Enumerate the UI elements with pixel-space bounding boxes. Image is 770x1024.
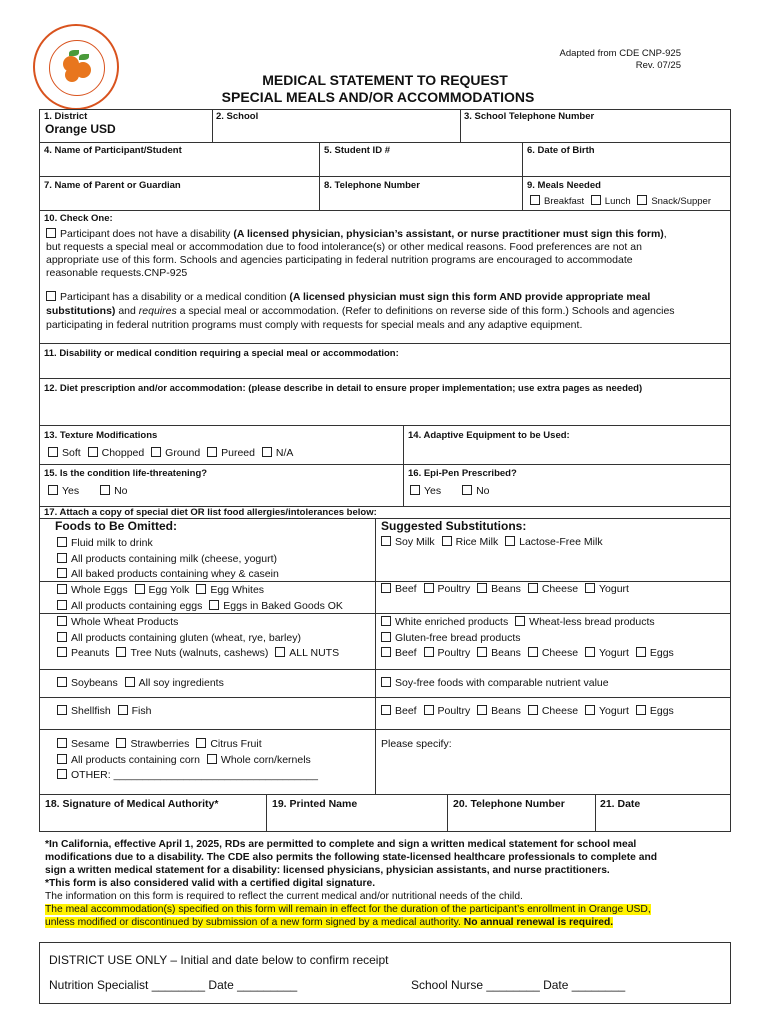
whole-corn-checkbox[interactable] bbox=[207, 754, 217, 764]
soybeans-checkbox[interactable] bbox=[57, 677, 67, 687]
no-renewal-notice: No annual renewal is required. bbox=[463, 917, 614, 928]
soy-milk-checkbox[interactable] bbox=[381, 536, 391, 546]
dob-label: 6. Date of Birth bbox=[527, 145, 595, 156]
strawberries-checkbox[interactable] bbox=[116, 738, 126, 748]
school-nurse-line[interactable]: School Nurse ________ Date ________ bbox=[411, 978, 626, 992]
fish-eggs-checkbox[interactable] bbox=[636, 705, 646, 715]
disability-label: 11. Disability or medical condition requiring a special meal or accommodation: bbox=[44, 348, 399, 359]
signature-label: 18. Signature of Medical Authority* bbox=[45, 798, 219, 810]
foods-omitted-header: Foods to Be Omitted: bbox=[55, 519, 177, 533]
allergies-label: 17. Attach a copy of special diet OR list food allergies/intolerances below: bbox=[44, 507, 377, 518]
check-one-option2: Participant has a disability or a medical condition (A licensed physician must sign this form AND provide appropriate meal substitutions) and requires a special meal or accommodation. (Refer to definitions on reverse side of this form.) Schools and agencies participating in federal nutrition programs must comply with requests for special meals and any adaptive equipment. bbox=[46, 291, 675, 331]
has-disability-checkbox[interactable] bbox=[46, 291, 56, 301]
subs-shellfish-group: Beef Poultry Beans Cheese Yogurt Eggs bbox=[381, 705, 674, 717]
district-use-box bbox=[39, 942, 731, 1004]
eggs-products-checkbox[interactable] bbox=[57, 600, 67, 610]
fish-yogurt-checkbox[interactable] bbox=[585, 705, 595, 715]
beans-checkbox[interactable] bbox=[477, 583, 487, 593]
nuts-poultry-checkbox[interactable] bbox=[424, 647, 434, 657]
substitutions-header: Suggested Substitutions: bbox=[381, 519, 527, 533]
lunch-checkbox[interactable] bbox=[591, 195, 601, 205]
soy-free-checkbox[interactable] bbox=[381, 677, 391, 687]
effect-notice-line2: unless modified or discontinued by submission of a new form signed by a medical authority. bbox=[45, 917, 464, 928]
egg-whites-checkbox[interactable] bbox=[196, 584, 206, 594]
epipen-label: 16. Epi-Pen Prescribed? bbox=[408, 468, 517, 479]
fish-beef-checkbox[interactable] bbox=[381, 705, 391, 715]
life-threatening-yes-checkbox[interactable] bbox=[48, 485, 58, 495]
snack-supper-checkbox[interactable] bbox=[637, 195, 647, 205]
gluten-checkbox[interactable] bbox=[57, 632, 67, 642]
telephone-label: 8. Telephone Number bbox=[324, 180, 420, 191]
wheatless-checkbox[interactable] bbox=[515, 616, 525, 626]
whole-eggs-checkbox[interactable] bbox=[57, 584, 67, 594]
nuts-eggs-checkbox[interactable] bbox=[636, 647, 646, 657]
fish-cheese-checkbox[interactable] bbox=[528, 705, 538, 715]
nutrition-specialist-line[interactable]: Nutrition Specialist ________ Date _________ bbox=[49, 978, 298, 992]
tree-nuts-checkbox[interactable] bbox=[116, 647, 126, 657]
fish-checkbox[interactable] bbox=[118, 705, 128, 715]
school-label: 2. School bbox=[216, 111, 259, 122]
pureed-checkbox[interactable] bbox=[207, 447, 217, 457]
epipen-yes-checkbox[interactable] bbox=[410, 485, 420, 495]
shellfish-checkbox[interactable] bbox=[57, 705, 67, 715]
no-disability-checkbox[interactable] bbox=[46, 228, 56, 238]
rice-milk-checkbox[interactable] bbox=[442, 536, 452, 546]
form-title: MEDICAL STATEMENT TO REQUEST SPECIAL MEALS AND/OR ACCOMMODATIONS bbox=[221, 72, 535, 105]
eggs-baked-checkbox[interactable] bbox=[209, 600, 219, 610]
please-specify: Please specify: bbox=[381, 738, 452, 750]
life-threatening-options: Yes No bbox=[48, 485, 128, 497]
form-version bbox=[560, 48, 681, 72]
subs-eggs-group: Beef Poultry Beans Cheese Yogurt bbox=[381, 583, 629, 595]
na-checkbox[interactable] bbox=[262, 447, 272, 457]
lactose-free-milk-checkbox[interactable] bbox=[505, 536, 515, 546]
parent-name-label: 7. Name of Parent or Guardian bbox=[44, 180, 181, 191]
meals-needed-label: 9. Meals Needed bbox=[527, 180, 601, 191]
nuts-beef-checkbox[interactable] bbox=[381, 647, 391, 657]
all-nuts-checkbox[interactable] bbox=[275, 647, 285, 657]
fish-poultry-checkbox[interactable] bbox=[424, 705, 434, 715]
subs-soy-group: Soy-free foods with comparable nutrient value bbox=[381, 677, 609, 689]
district-label: 1. District bbox=[44, 111, 88, 122]
whole-wheat-checkbox[interactable] bbox=[57, 616, 67, 626]
gluten-free-checkbox[interactable] bbox=[381, 632, 391, 642]
other-checkbox[interactable] bbox=[57, 769, 67, 779]
poultry-checkbox[interactable] bbox=[424, 583, 434, 593]
corn-checkbox[interactable] bbox=[57, 754, 67, 764]
life-threatening-no-checkbox[interactable] bbox=[100, 485, 110, 495]
yogurt-checkbox[interactable] bbox=[585, 583, 595, 593]
effect-notice-line1: The meal accommodation(s) specified on this form will remain in effect for the duration of the participant’s enrollment in Orange USD, bbox=[45, 904, 651, 915]
omit-milk-group: Fluid milk to drink All products containing milk (cheese, yogurt) All baked products containing whey & casein bbox=[57, 536, 279, 583]
fish-beans-checkbox[interactable] bbox=[477, 705, 487, 715]
school-phone-label: 3. School Telephone Number bbox=[464, 111, 595, 122]
texture-label: 13. Texture Modifications bbox=[44, 430, 158, 441]
notes: *In California, effective April 1, 2025, RDs are permitted to complete and sign a written medical statement for school meal modifications due to a disability. The CDE also permits the following state-licensed healthcare professionals to complete and sign a written medical statement for a disability: licensed physicians, physician assistants, and nurse practitioners. *This form is also considered valid with a certified digital signature. The information on this form is required to reflect the current medical and/or nutritional needs of the child. The meal accommodation(s) specified on this form will remain in effect for the duration of the participant’s enrollment in Orange USD, unless modified or discontinued by submission of a new form signed by a medical authority. No annual renewal is required. bbox=[45, 839, 658, 928]
adaptive-equipment-label: 14. Adaptive Equipment to be Used: bbox=[408, 430, 570, 441]
white-enriched-checkbox[interactable] bbox=[381, 616, 391, 626]
district-value[interactable]: Orange USD bbox=[45, 122, 116, 136]
student-id-label: 5. Student ID # bbox=[324, 145, 390, 156]
omit-eggs-group: Whole Eggs Egg Yolk Egg Whites All products containing eggs Eggs in Baked Goods OK bbox=[57, 583, 343, 614]
soy-ingredients-checkbox[interactable] bbox=[125, 677, 135, 687]
chopped-checkbox[interactable] bbox=[88, 447, 98, 457]
ground-checkbox[interactable] bbox=[151, 447, 161, 457]
omit-soy-group: Soybeans All soy ingredients bbox=[57, 677, 224, 689]
peanuts-checkbox[interactable] bbox=[57, 647, 67, 657]
district-use-title: DISTRICT USE ONLY – Initial and date below to confirm receipt bbox=[49, 953, 389, 967]
fluid-milk-checkbox[interactable] bbox=[57, 537, 67, 547]
omit-wheat-nuts-group: Whole Wheat Products All products containing gluten (wheat, rye, barley) Peanuts Tree Nuts (walnuts, cashews) ALL NUTS bbox=[57, 615, 339, 662]
epipen-no-checkbox[interactable] bbox=[462, 485, 472, 495]
meals-options: Breakfast Lunch Snack/Supper bbox=[530, 195, 711, 207]
egg-yolk-checkbox[interactable] bbox=[135, 584, 145, 594]
diet-prescription-label: 12. Diet prescription and/or accommodation: (please describe in detail to ensure proper implementation; use extra pages as needed) bbox=[44, 383, 643, 394]
citrus-checkbox[interactable] bbox=[196, 738, 206, 748]
life-threatening-label: 15. Is the condition life-threatening? bbox=[44, 468, 208, 479]
adapted-from-text: Adapted from CDE CNP-925 bbox=[559, 48, 681, 59]
subs-wheat-nuts-group: White enriched products Wheat-less bread products Gluten-free bread products Beef Poultry Beans Cheese Yogurt Eggs bbox=[381, 615, 674, 662]
omit-shellfish-group: Shellfish Fish bbox=[57, 705, 151, 717]
whey-checkbox[interactable] bbox=[57, 568, 67, 578]
texture-options: Soft Chopped Ground Pureed N/A bbox=[48, 447, 293, 459]
check-one-label: 10. Check One: bbox=[44, 213, 113, 224]
signature-phone-label: 20. Telephone Number bbox=[453, 798, 565, 810]
signature-date-label: 21. Date bbox=[600, 798, 641, 810]
soft-checkbox[interactable] bbox=[48, 447, 58, 457]
nuts-yogurt-checkbox[interactable] bbox=[585, 647, 595, 657]
student-name-label: 4. Name of Participant/Student bbox=[44, 145, 182, 156]
cheese-checkbox[interactable] bbox=[528, 583, 538, 593]
check-one-option1: Participant does not have a disability (A licensed physician, physician’s assistant, or nurse practitioner must sign this form), but requests a special meal or accommodation due to food intolerance(s) or other medical reasons. Food preferences are not an appropriate use of this form. Schools and agencies participating in federal nutrition programs are encouraged to accommodate reasonable requests.CNP-925 bbox=[46, 228, 667, 279]
revision-text: Rev. 07/25 bbox=[635, 60, 681, 71]
nuts-cheese-checkbox[interactable] bbox=[528, 647, 538, 657]
sesame-checkbox[interactable] bbox=[57, 738, 67, 748]
breakfast-checkbox[interactable] bbox=[530, 195, 540, 205]
printed-name-label: 19. Printed Name bbox=[272, 798, 358, 810]
milk-products-checkbox[interactable] bbox=[57, 553, 67, 563]
epipen-options: Yes No bbox=[410, 485, 490, 497]
omit-other-group: Sesame Strawberries Citrus Fruit All products containing corn Whole corn/kernels OTHER: ___________________________________ bbox=[57, 737, 318, 784]
subs-milk-group: Soy Milk Rice Milk Lactose-Free Milk bbox=[381, 536, 603, 548]
nuts-beans-checkbox[interactable] bbox=[477, 647, 487, 657]
beef-checkbox[interactable] bbox=[381, 583, 391, 593]
